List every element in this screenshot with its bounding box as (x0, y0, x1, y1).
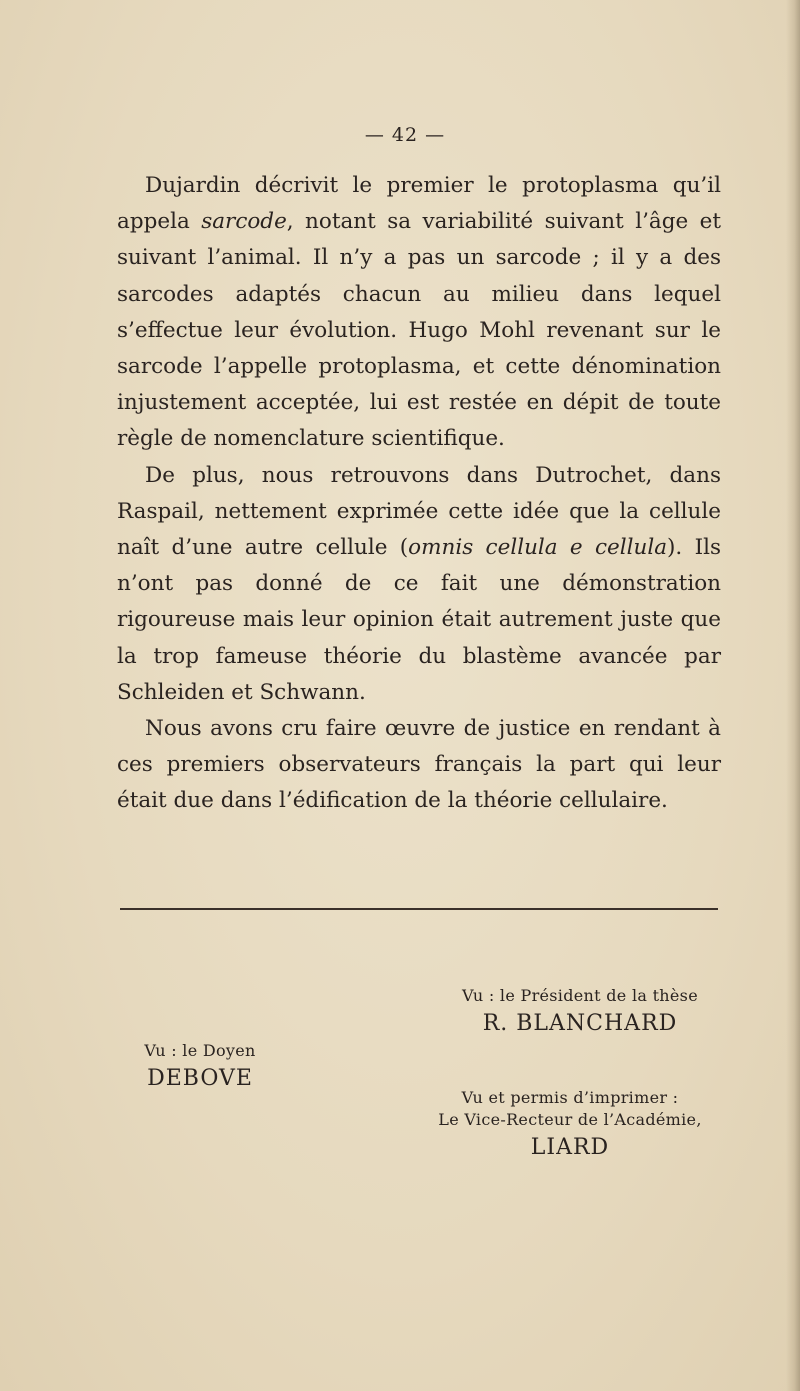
italic-term: sarcode (201, 209, 287, 235)
paragraph-3 (117, 711, 721, 820)
doyen-name: DEBOVE (147, 1066, 253, 1091)
italic-term: omnis cellula e cellula (408, 535, 668, 561)
text-segment: De plus, nous retrouvons dans Dutrochet, dans Raspail, nettement exprimée cette idée que la cellule naît d’une autre cellule ( (117, 462, 721, 561)
page-edge-shadow (786, 0, 800, 1391)
president-approval-label: Vu : le Président de la thèse (462, 986, 698, 1005)
doyen-signature-block (110, 1040, 290, 1096)
print-permission-block (410, 1087, 730, 1165)
paragraph-2 (117, 458, 721, 711)
president-name: R. BLANCHARD (482, 1011, 678, 1036)
doyen-approval-label: Vu : le Doyen (144, 1041, 256, 1060)
vice-rector-name: LIARD (530, 1135, 610, 1160)
text-segment: Dujardin décrivit le premier le protoplasma qu’il appela (117, 173, 721, 235)
print-permission-label: Vu et permis d’imprimer : (461, 1088, 679, 1107)
vice-rector-label: Le Vice-Recteur de l’Académie, (438, 1110, 702, 1129)
horizontal-rule (120, 908, 718, 910)
text-segment: , notant sa variabilité suivant l’âge et suivant l’animal. Il n’y a pas un sarcode ; il y a des sarcodes adaptés chacun au milieu dans lequel s’effectue leur évolution. Hugo Mohl revenant sur le sarcode l’appelle protoplasma, et cette dénomination injustement acceptée, lui est restée en dépit de toute règle de nomenclature scientifique. (117, 209, 721, 452)
text-segment: ). Ils n’ont pas donné de ce fait une démonstration rigoureuse mais leur opinion était autrement juste que la trop fameuse théorie du blastème avancée par Schleiden et Schwann. (117, 535, 721, 705)
page-number: — 42 — (364, 124, 446, 146)
text-segment: Nous avons cru faire œuvre de justice en rendant à ces premiers observateurs français la part qui leur était due dans l’édification de la théorie cellulaire. (117, 716, 721, 814)
paragraph-1 (117, 168, 721, 458)
body-text (117, 168, 721, 820)
president-signature-block (420, 985, 740, 1041)
